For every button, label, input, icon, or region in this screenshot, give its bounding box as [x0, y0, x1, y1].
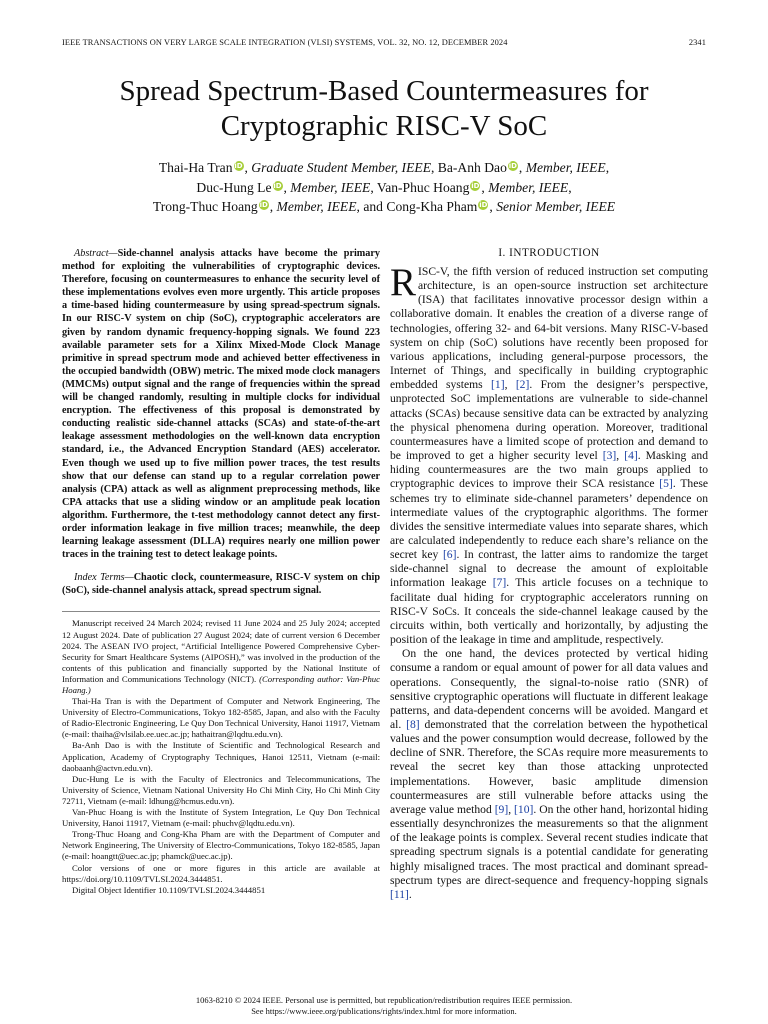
index-terms: [62, 571, 380, 597]
index-terms-label: Index Terms—: [74, 572, 134, 584]
footnote-doi: Digital Object Identifier 10.1109/TVLSI.2024.3444851: [72, 884, 266, 895]
footnote-affiliation: Thai-Ha Tran is with the Department of Computer and Network Engineering, The University of Electro-Communications, Tokyo 182-8585, Japan, and also with the Faculty of Radio-Electronic Engineering, Le Quy Don Technical University, Hanoi 11917, Vietnam (e-mail: thaiha@vlsilab.ee.uec.ac.jp; hathaitran@lqdtu.edu.vn).: [62, 696, 380, 740]
citation-link[interactable]: [5]: [659, 477, 673, 491]
orcid-icon[interactable]: iD: [479, 201, 488, 209]
rights-link[interactable]: See https://www.ieee.org/publications/rights/index.html for more information.: [251, 1005, 517, 1016]
abstract: [62, 247, 380, 561]
left-column: [62, 247, 380, 896]
footnote-color-versions: Color versions of one or more figures in this article are available at https://doi.org/10.1109/TVLSI.2024.3444851.: [62, 862, 380, 884]
footnote-affiliation: Ba-Anh Dao is with the Institute of Scientific and Technological Research and Application, Academy of Cryptography Techniques, Hanoi 12511, Vietnam (e-mail: daobaanh@actvn.edu.vn).: [62, 740, 380, 773]
abstract-text: Side-channel analysis attacks have become the primary method for exploiting the vulnerabilities of cryptographic devices. Therefore, focusing on countermeasures to enhance the security level of these implementations evolves even more urgently. This article proposes a time-based hiding countermeasure by using spread-spectrum signals. In our RISC-V system on chip (SoC), cryptographic accelerators are given by random dynamic frequency-hopping signals. We found 223 available parameter sets for a Xilinx Mixed-Mode Clock Manage primitive in spread spectrum mode and achieved better effectiveness in the occupied bandwidth (OBW) metric. The mixed mode clock managers (MMCMs) output signal and the range of frequencies within the spread will be changed randomly, resulting in multiple clocks for individual encryption. The effectiveness of this proposal is demonstrated by conducting realistic side-channel attacks (SCAs) and state-of-the-art leakage assessment methodologies on the well-known data encryption standard, i.e., the Advanced Encryption Standard (AES) accelerator. Even though we used up to five million power traces, the test results show that our defense can stand up to a regular correlation power analysis (CPA) attack as well as alignment preprocessing methods, like CPA attacks that use a sliding window or an amplitude peak location algorithm. Furthermore, the t-test methodology cannot detect any first-order information leakage in five million traces; meanwhile, the deep learning leakage assessment (DLLA) requires nearly one million power traces in the training test to detect leakage points.: [62, 248, 380, 561]
intro-paragraph-2: On the one hand, the devices protected by vertical hiding consume a random or equal amount of power for all data values and operations. Consequently, the signal-to-noise ratio (SNR) of sensitive cryptographic operations will fluctuate in different leakage patterns, and data-dependent concerns will be avoided. Mangard et al. [8] demonstrated that the correlation between the hypothetical values and the power consumption would decrease, followed by the decline of SNR. Therefore, the SCAs require more measurements to reveal the secret key than those attacking unprotected implementations. However, basic amplitude dimension countermeasures are still vulnerable before attacks using the average value method [9], [10]. On the other hand, horizontal hiding essentially desynchronizes the measurements so that the alignment of the leakage points is complex. Several recent studies indicate that spreading spectrum signals is a potential candidate for generating highly misaligned traces. The most practical and dominant spread-spectrum types are direct-sequence and frequency-hopping signals [11].: [390, 647, 709, 901]
author-name: Trong-Thuc Hoang: [152, 199, 258, 214]
author-membership: Member, IEEE: [276, 199, 357, 214]
copyright-footer: [40, 995, 728, 1016]
author-membership: Member, IEEE: [290, 179, 371, 195]
title-line-1: Spread Spectrum-Based Countermeasures for: [119, 75, 649, 107]
author-name: Van-Phuc Hoang: [376, 179, 470, 195]
citation-link[interactable]: [11]: [390, 887, 409, 901]
abstract-label: Abstract—: [74, 248, 118, 259]
page-number: 2341: [688, 38, 706, 47]
orcid-icon[interactable]: iD: [273, 181, 282, 190]
author-membership: Senior Member, IEEE: [496, 199, 616, 214]
intro-paragraph-1: RISC-V, the fifth version of reduced instruction set computing architecture, is an open-source instruction set architecture (ISA) that facilitates innovative processor design within a collaborative domain. It enables the creation of a diverse range of technologies, offering 32- and 64-bit versions. Many RISC-V-based system on chip (SoC) solutions have recently been proposed for various applications, including general-purpose processors, the Internet of Things, and specifically in building cryptographic embedded systems [1], [2]. From the designer’s perspective, unprotected SoC implementations are vulnerable to side-channel attacks (SCAs) because sensitive data can be extracted by analyzing the physical phenomena during operation. Moreover, traditional countermeasures have a limited scope of protection and demand to be improved to get a higher security level [3], [4]. Masking and hiding countermeasures are the two main groups applied to cryptographic devices to improve their SCA resistance [5]. These schemes try to eliminate side-channel parameters’ dependence on intermediate values of the cryptographic algorithms. The former divides the sensitive intermediate values into separate shares, which are calculated independently to reduce each share’s reliance on the secret key [6]. In contrast, the latter aims to randomize the target side-channel signal to decrease the amount of exploitable information leakage [7]. This article focuses on a technique to facilitate dual hiding for cryptographic accelerators running on RISC-V SoCs. It conceals the side-channel leakage caused by the circuits within, both vertically and horizontally, by adjusting the position of the leakage in time and amplitude, respectively.: [390, 261, 708, 647]
author-conjunction: and: [363, 199, 383, 214]
footnote-affiliation: Van-Phuc Hoang is with the Institute of System Integration, Le Quy Don Technical University, Hanoi 11917, Vietnam (e-mail: phuchv@lqdtu.edu.vn).: [62, 807, 380, 829]
orcid-icon[interactable]: iD: [234, 162, 243, 170]
corresponding-author: (Corresponding author: Van-Phuc Hoang.): [62, 673, 381, 695]
author-line-2: Duc-Hung Le iD , Member, IEEE, Van-Phuc Hoang iD , Member, IEEE,: [196, 179, 572, 195]
drop-cap: R: [390, 261, 417, 304]
citation-link[interactable]: [1]: [491, 378, 505, 392]
footnote-affiliation: Trong-Thuc Hoang and Cong-Kha Pham are with the Department of Computer and Network Engineering, The University of Electro-Communications, Tokyo 182-8585, Japan (e-mail: hoangtt@uec.ac.jp; phamck@uec.ac.jp).: [62, 829, 380, 862]
citation-link[interactable]: [7]: [492, 576, 507, 590]
author-membership: Member, IEEE: [525, 160, 606, 175]
author-name: Cong-Kha Pham: [386, 199, 478, 214]
citation-link[interactable]: [6]: [442, 548, 457, 562]
orcid-icon[interactable]: iD: [471, 181, 480, 190]
orcid-icon[interactable]: iD: [259, 201, 268, 209]
right-column: [390, 247, 708, 902]
author-membership: Graduate Student Member, IEEE: [251, 160, 431, 175]
journal-name: IEEE TRANSACTIONS ON VERY LARGE SCALE INTEGRATION (VLSI) SYSTEMS, VOL. 32, NO. 12, DECEMBER 2024: [62, 38, 508, 47]
paper-title: [40, 74, 728, 144]
citation-link[interactable]: [9]: [494, 802, 509, 816]
author-name: Ba-Anh Dao: [437, 160, 507, 175]
citation-link[interactable]: [2]: [515, 378, 530, 392]
section-heading: I. INTRODUCTION: [498, 247, 600, 259]
citation-link[interactable]: [10]: [514, 802, 534, 816]
author-name: Duc-Hung Le: [196, 179, 272, 195]
footnote-manuscript: Manuscript received 24 March 2024; revised 11 June 2024 and 25 July 2024; accepted 12 August 2024. Date of publication 27 August 2024; date of current version 6 December 2024. The ASEAN IVO project, “Artificial Intelligence Powered Comprehensive Cyber-Security for Smart Healthcare Systems (AIPOSH),” was involved in the production of the contents of this publication and financially supported by the National Institute of Information and Communications Technology (NICT). (Corresponding author: Van-Phuc Hoang.): [62, 618, 381, 695]
title-line-2: Cryptographic RISC-V SoC: [220, 110, 548, 142]
citation-link[interactable]: [4]: [624, 449, 638, 463]
citation-link[interactable]: [3]: [602, 449, 617, 463]
author-name: Thai-Ha Tran: [158, 160, 233, 175]
footnotes: [62, 611, 380, 895]
author-line-3: Trong-Thuc Hoang iD , Member, IEEE, and Cong-Kha Pham iD , Senior Member, IEEE: [152, 199, 616, 214]
running-header: [62, 38, 706, 47]
orcid-icon[interactable]: iD: [508, 162, 517, 170]
citation-link[interactable]: [8]: [406, 718, 420, 731]
copyright-line: 1063-8210 © 2024 IEEE. Personal use is permitted, but republication/redistribution requires IEEE permission.: [195, 995, 573, 1005]
author-line-1: Thai-Ha Tran iD , Graduate Student Member, IEEE, Ba-Anh Dao iD , Member, IEEE,: [158, 160, 610, 175]
author-list: [60, 158, 708, 217]
author-membership: Member, IEEE: [488, 179, 569, 195]
index-terms-text: Chaotic clock, countermeasure, RISC-V system on chip (SoC), side-channel analysis attack, spread spectrum signal.: [62, 572, 380, 597]
footnote-affiliation: Duc-Hung Le is with the Faculty of Electronics and Telecommunications, The University of Science, Vietnam National University Ho Chi Minh City, Ho Chi Minh City 72711, Vietnam (e-mail: ldhung@hcmus.edu.vn).: [62, 773, 380, 806]
